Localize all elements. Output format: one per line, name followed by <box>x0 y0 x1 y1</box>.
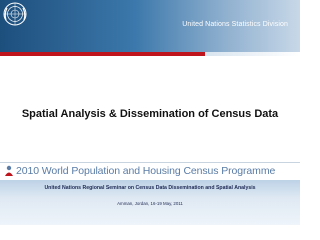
census-programme-icon <box>4 165 14 177</box>
location-date: Amman, Jordan, 16-19 May, 2011 <box>117 201 183 206</box>
division-label: United Nations Statistics Division <box>182 21 288 28</box>
header-band <box>0 0 300 52</box>
footer-divider <box>0 162 300 163</box>
accent-bar-fade <box>205 52 300 56</box>
slide-title: Spatial Analysis & Dissemination of Census Data <box>21 108 279 120</box>
seminar-title: United Nations Regional Seminar on Census Data Dissemination and Spatial Analysis <box>44 185 256 191</box>
un-emblem-icon <box>2 1 28 27</box>
accent-bar-red <box>0 52 205 56</box>
programme-row <box>4 165 300 179</box>
programme-title: 2010 World Population and Housing Census Programme <box>16 165 276 177</box>
